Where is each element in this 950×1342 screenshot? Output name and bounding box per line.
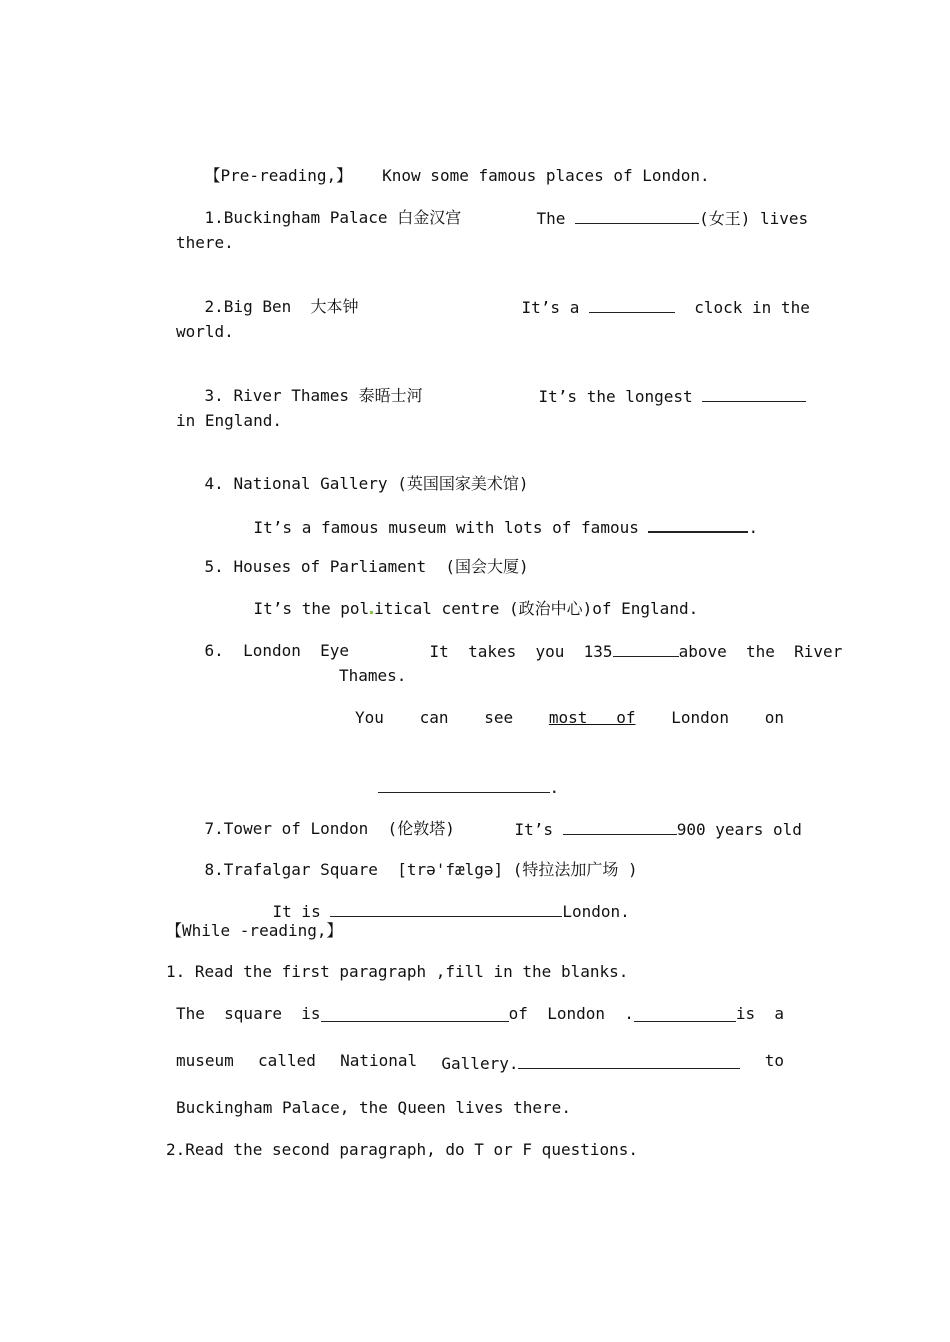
item-number: 4. [204,474,224,493]
place-name: Trafalgar Square [trə'fælgə] (特拉法加广场 ) [223,860,638,879]
sentence-text: It’s a famous museum with lots of famous [253,518,639,537]
item-6 [166,618,349,684]
q1-line2 [176,1050,784,1075]
item-number: 1. [204,208,224,227]
answer-blank[interactable] [613,640,679,657]
sentence-text: London. [562,902,630,921]
sentence-text: It takes you 135 [429,642,613,661]
word: National [340,1051,418,1070]
item-number: 3. [204,386,224,405]
pre-reading-intro: Know some famous places of London. [382,166,710,185]
word: see [484,708,514,727]
answer-blank[interactable] [518,1050,740,1069]
pre-reading-heading: 【Pre-reading,】 [204,166,353,185]
word: on [764,708,784,727]
answer-blank[interactable] [330,900,562,917]
item-3-sentence [500,363,806,430]
place-name: Tower of London (伦敦塔) [223,819,455,838]
place-name: National Gallery (英国国家美术馆) [233,474,529,493]
place-name: London Eye [243,641,350,660]
sentence-text: above the River [678,642,843,661]
item-6-continuation: Thames. [339,666,407,685]
sentence-text: . [549,778,560,797]
item-1-continuation: there. [176,233,234,252]
word: called [258,1051,316,1070]
answer-blank[interactable] [648,515,748,533]
word: You [355,708,384,727]
word: London [671,708,730,727]
sentence-text: It is [272,902,321,921]
item-number: 8. [204,860,224,879]
sentence-text: of London . [508,1004,634,1023]
sentence-text: The [536,209,566,228]
place-name: Big Ben 大本钟 [223,297,359,316]
sentence-text: It’s the longest [538,387,693,406]
item-2-continuation: world. [176,322,234,341]
answer-blank[interactable] [702,385,806,402]
item-2-sentence [483,274,810,341]
item-number: 7. [204,819,224,838]
item-1-sentence [498,185,808,252]
while-reading-heading: 【While -reading,】 [166,921,343,940]
word: museum [176,1051,234,1070]
sentence-text: is a [735,1004,784,1023]
answer-blank[interactable] [563,818,677,835]
question-2: 2.Read the second paragraph, do T or F questions. [166,1140,639,1159]
place-name: River Thames 泰晤士河 [233,386,423,405]
sentence-text: . [748,518,759,537]
item-6-sentence [391,618,842,685]
answer-blank[interactable] [321,1003,509,1022]
sentence-text: clock in the [694,298,810,317]
sentence-text: (女王) lives [699,209,809,228]
sentence-text: It’s [514,820,554,839]
q1-line3: Buckingham Palace, the Queen lives there. [176,1098,571,1117]
answer-blank[interactable] [634,1003,736,1022]
underlined-phrase: most of [548,708,636,727]
sentence-text: It’s a [521,298,580,317]
word: to [764,1051,784,1070]
item-6-line2 [355,707,784,729]
item-number: 5. [204,557,224,576]
sentence-text: 900 years old [676,820,802,839]
word: Gallery. [441,1054,519,1073]
answer-blank[interactable] [589,296,675,313]
word: can [419,708,449,727]
ink-mark [370,611,373,614]
item-number: 6. [204,641,224,660]
q1-line1 [176,1003,784,1025]
sentence-text: It’s the pol [253,599,370,618]
place-name: Buckingham Palace 白金汉宫 [223,208,462,227]
place-name: Houses of Parliament (国会大厦) [233,557,529,576]
item-3-continuation: in England. [176,411,282,430]
answer-blank[interactable] [378,776,550,793]
question-1: 1. Read the first paragraph ,fill in the blanks. [166,962,629,981]
sentence-text: itical centre (政治中心)of England. [374,599,699,618]
sentence-text: The square is [176,1004,321,1023]
answer-blank[interactable] [575,207,699,224]
item-number: 2. [204,297,224,316]
